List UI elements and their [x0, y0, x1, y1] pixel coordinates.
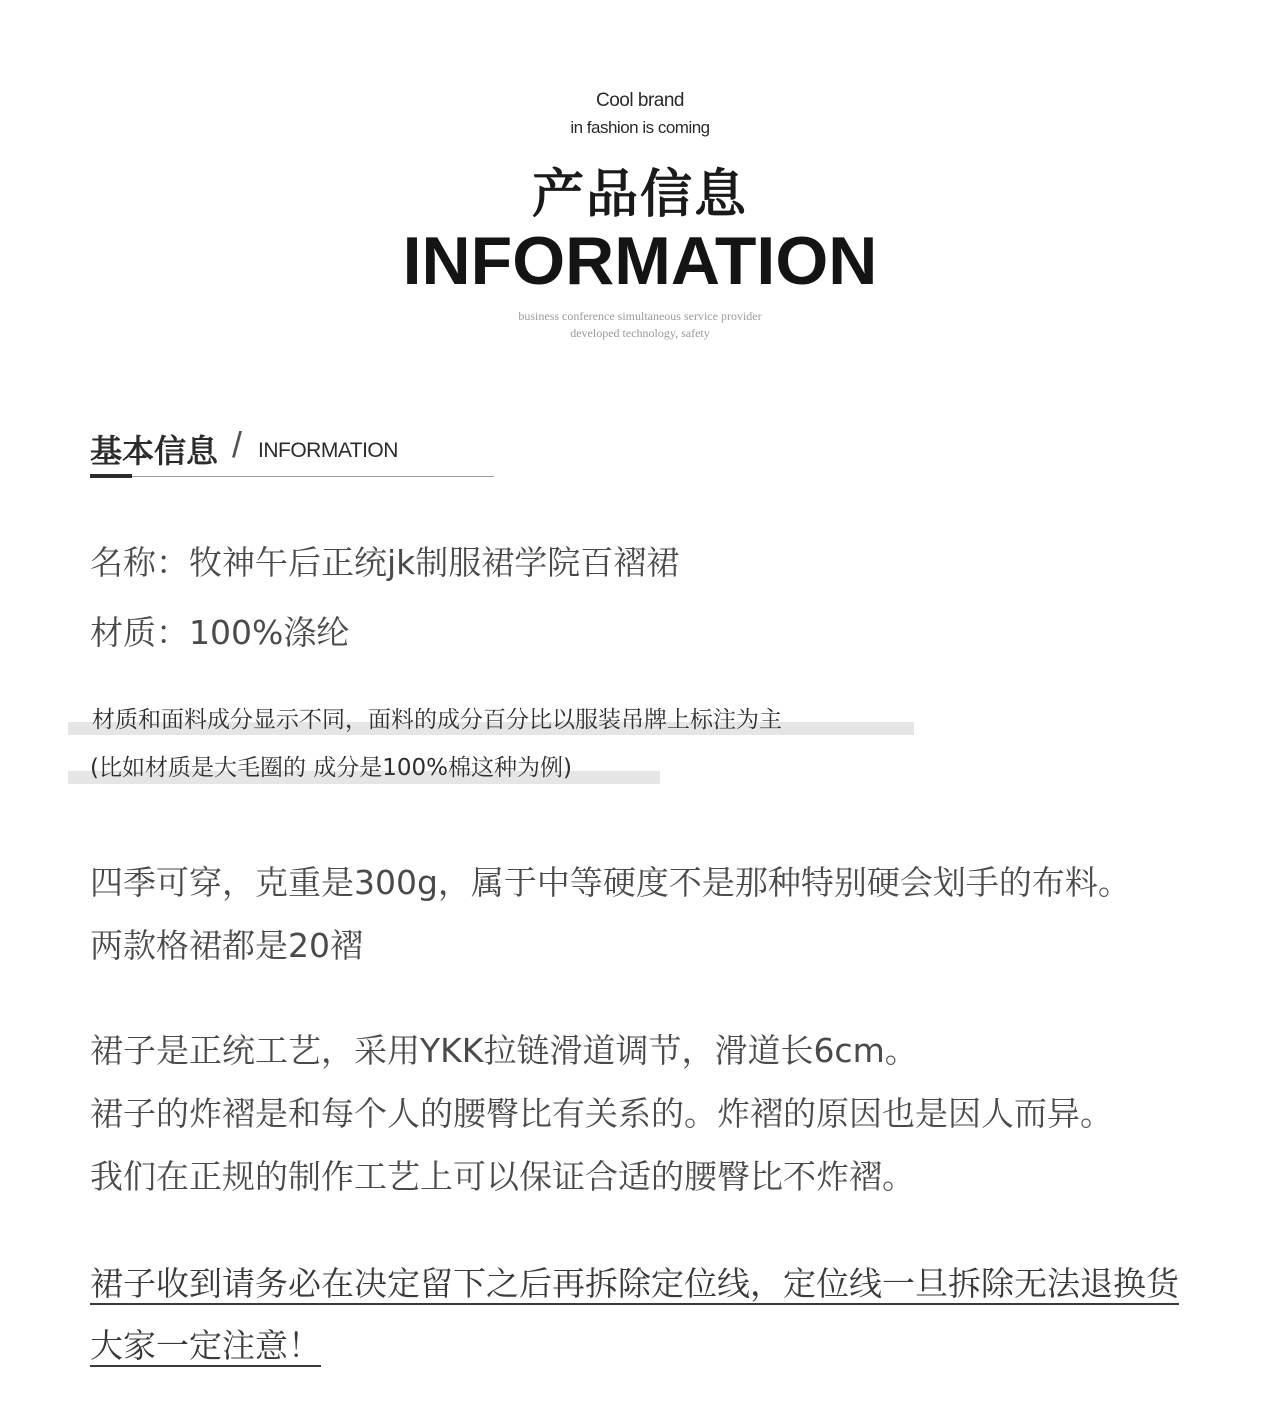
description-line-2: 两款格裙都是20褶 — [90, 926, 363, 965]
product-name-line: 名称：牧神午后正统jk制服裙学院百褶裙 — [90, 543, 680, 582]
section-title-divider: / — [232, 424, 243, 465]
craft-line-2: 裙子的炸褶是和每个人的腰臀比有关系的。炸褶的原因也是因人而异。 — [90, 1094, 1113, 1133]
fine-print-1: business conference simultaneous service provider — [518, 309, 762, 323]
material-note-line-2: (比如材质是大毛圈的 成分是100%棉这种为例) — [90, 755, 573, 781]
material-note-line-1: 材质和面料成分显示不同，面料的成分百分比以服装吊牌上标注为主 — [92, 707, 782, 733]
page-title-cn: 产品信息 — [531, 165, 748, 225]
brand-tagline-1: Cool brand — [596, 90, 684, 111]
brand-tagline-2: in fashion is coming — [570, 118, 710, 137]
page-title-en: INFORMATION — [402, 223, 878, 299]
section-underline-accent — [90, 474, 132, 478]
section-underline — [90, 476, 494, 477]
section-title-cn: 基本信息 — [90, 432, 219, 470]
fine-print-2: developed technology, safety — [570, 326, 710, 340]
warning-line-2: 大家一定注意！ — [90, 1326, 321, 1365]
craft-line-3: 我们在正规的制作工艺上可以保证合适的腰臀比不炸褶。 — [90, 1157, 915, 1196]
product-material-line: 材质：100%涤纶 — [90, 613, 350, 652]
warning-line-1: 裙子收到请务必在决定留下之后再拆除定位线，定位线一旦拆除无法退换货 — [90, 1264, 1179, 1303]
section-header — [90, 424, 494, 480]
description-line-1: 四季可穿，克重是300g，属于中等硬度不是那种特别硬会划手的布料。 — [90, 863, 1131, 902]
craft-line-1: 裙子是正统工艺，采用YKK拉链滑道调节，滑道长6cm。 — [90, 1031, 918, 1070]
section-title-en: INFORMATION — [258, 439, 398, 462]
